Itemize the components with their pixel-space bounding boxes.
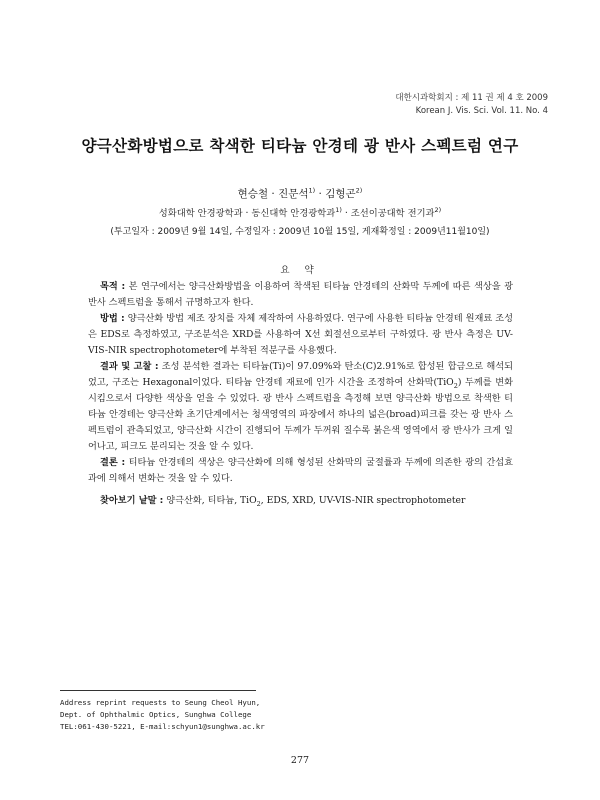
page-number: 277 — [290, 755, 310, 766]
subscript: 2 — [256, 499, 261, 508]
author-name: 김형곤 — [325, 188, 356, 200]
abstract-label: 목적 : — [100, 281, 126, 292]
journal-citation-english: Korean J. Vis. Sci. Vol. 11. No. 4 — [415, 106, 548, 116]
footnote-divider — [60, 690, 256, 691]
abstract-text: 양극산화 방법 제조 장치를 자체 제작하여 사용하였다. 연구에 사용한 티타늄 안경테 원재료 조성은 EDS로 측정하였고, 구조분석은 XRD를 사용하여 X선 회절선으로부터 구하였다. 광 반사 측정은 UV-VIS-NIR spectrophotometer에 부착된 적분구를 사용했다. — [88, 313, 514, 356]
submission-dates: (투고일자 : 2009년 9월 14일, 수정일자 : 2009년 10월 15일, 게재확정일 : 2009년11월10일) — [110, 227, 490, 237]
author-name: 현승철 — [237, 188, 269, 200]
keywords-label: 찾아보기 낱말 : — [100, 495, 164, 506]
subscript: 2 — [453, 381, 458, 390]
abstract-paragraph — [88, 279, 513, 311]
paper-title: 양극산화방법으로 착색한 티타늄 안경테 광 반사 스펙트럼 연구 — [81, 137, 519, 155]
abstract-text: 본 연구에서는 양극산화방법을 이용하여 착색된 티타늄 안경테의 산화막 두께에 따른 색상을 광 반사 스펙트럼을 통해서 규명하고자 한다. — [88, 281, 513, 308]
author-list — [0, 186, 600, 201]
affiliation-text: · 조선이공대학 전기과 — [341, 208, 435, 219]
abstract-body — [88, 279, 513, 487]
affiliation-text: 성화대학 안경광학과 · 동신대학 안경광학과 — [158, 208, 336, 219]
abstract-heading: 요 약 — [280, 265, 320, 276]
author-separator: · — [315, 188, 326, 200]
affiliation-marker: 2) — [355, 186, 363, 195]
abstract-text: 조성 분석한 결과는 티타늄(Ti)이 97.09%와 탄소(C)2.91%로 합성된 합금으로 해석되었고, 구조는 Hexagonal이었다. 티타늄 안경테 재료에 인가 시간을 조정하여 산화막(TiO — [88, 361, 513, 388]
footnote-line: TEL:061-430-5221, E-mail:schyun1@sunghwa.ac.kr — [60, 722, 265, 731]
correspondence-footnote — [60, 697, 360, 733]
affiliation-marker: 1) — [308, 186, 316, 195]
author-name: 진문석 — [278, 188, 309, 200]
affiliation-marker: 1) — [335, 205, 342, 214]
journal-citation — [395, 92, 548, 118]
affiliation-marker: 2) — [434, 205, 442, 214]
footnote-line: Address reprint requests to Seung Cheol Hyun, — [60, 698, 261, 707]
keywords-line — [100, 494, 520, 508]
affiliation-line — [0, 205, 600, 219]
keywords-text: , EDS, XRD, UV-VIS-NIR spectrophotometer — [260, 495, 466, 506]
abstract-paragraph — [88, 311, 513, 359]
abstract-label: 결론 : — [100, 457, 126, 468]
abstract-paragraph — [88, 359, 513, 455]
abstract-label: 결과 및 고찰 : — [100, 361, 159, 372]
footnote-line: Dept. of Ophthalmic Optics, Sunghwa College — [60, 710, 252, 719]
author-separator: · — [268, 188, 279, 200]
abstract-text: ) 두께를 변화시킴으로서 다양한 색상을 얻을 수 있었다. 광 반사 스펙트럼을 측정해 보면 양극산화 방법으로 착색한 티타늄 안경테는 양극산화 초기단계에서는 청색영역의 파장에서 하나의 넓은(broad)피크를 갖는 광 반사 스펙트럼이 관측되었고, 양극산화 시간이 진행되어 두께가 두꺼워 질수록 붉은색 영역에서 광 반사가 크게 일어나고, 피크도 분리되는 것을 알 수 있다. — [88, 377, 513, 452]
journal-citation-korean: 대한시과학회지 : 제 11 권 제 4 호 2009 — [395, 93, 548, 103]
keywords-text: 양극산화, 티타늄, TiO — [163, 495, 257, 506]
abstract-text: 티타늄 안경테의 색상은 양극산화에 의해 형성된 산화막의 굴절률과 두께에 의존한 광의 간섭효과에 의해서 변화는 것을 알 수 있다. — [88, 457, 513, 484]
abstract-paragraph — [88, 455, 513, 487]
abstract-label: 방법 : — [100, 313, 125, 324]
